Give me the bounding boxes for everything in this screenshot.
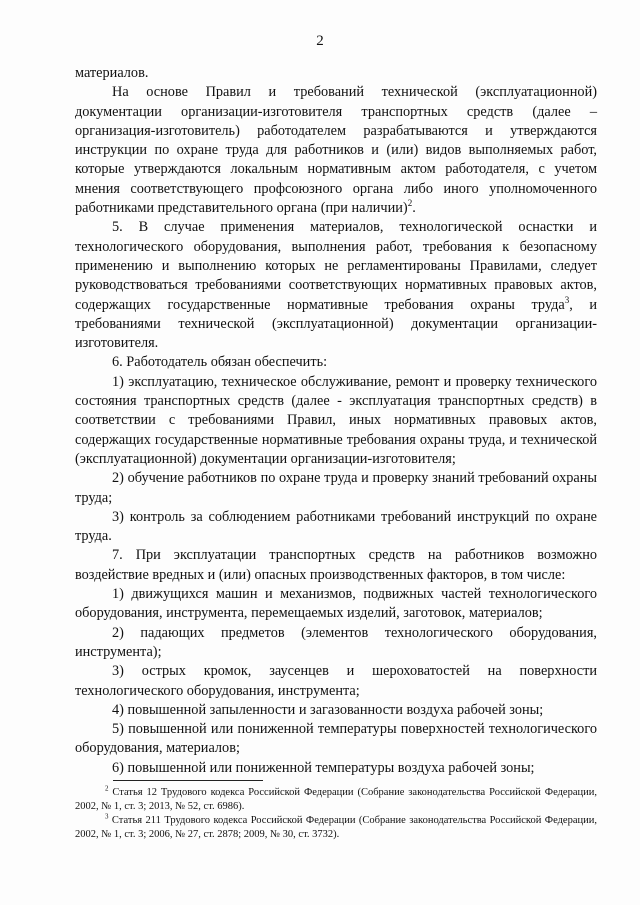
- footnote: $^3$ Статья 211 Трудового кодекса Российской Федерации (Собрание законодательства Российской Федерации, 2002, № 1, ст. 3; 2006, № 27, ст. 2878; 2009, № 30, ст. 3732).: [75, 812, 597, 840]
- list-item: 2) падающих предметов (элементов технологического оборудования, инструмента);: [75, 624, 597, 660]
- footnote-mark: 3: [105, 812, 109, 821]
- footnote: $^2$ Статья 12 Трудового кодекса Российской Федерации (Собрание законодательства Российской Федерации, 2002, № 1, ст. 3; 2013, № 52, ст. 6986).: [75, 784, 597, 812]
- paragraph: 6. Работодатель обязан обеспечить:: [112, 354, 328, 371]
- list-item: 6) повышенной или пониженной температуры воздуха рабочей зоны;: [112, 759, 535, 776]
- footnote-divider: [113, 780, 263, 781]
- page-number: 2: [316, 33, 324, 49]
- footnote-reference[interactable]: 3: [564, 294, 570, 305]
- footnote-reference[interactable]: 2: [407, 198, 413, 209]
- document-body: [75, 64, 597, 778]
- footnotes: [75, 786, 597, 842]
- list-item: 1) движущихся машин и механизмов, подвижных частей технологического оборудования, инструмента, перемещаемых изделий, заготовок, материалов;: [75, 586, 597, 622]
- list-item: 2) обучение работников по охране труда и проверку знаний требований охраны труда;: [75, 470, 597, 506]
- paragraph: материалов.: [75, 65, 149, 81]
- paragraph: На основе Правил и требований технической (эксплуатационной) документации организации-изготовителя транспортных средств (далее – организация-изготовитель) работодателем разрабатываются и утверждаются инструкции по охране труда для работников и (или) видов выполняемых работ, которые утверждаются локальным нормативным актом работодателя, с учетом мнения соответствующего профсоюзного органа либо иного уполномоченного работниками представительного органа (при наличии)$^2$.: [75, 84, 597, 217]
- paragraph: 5. В случае применения материалов, технологической оснастки и технологического оборудования, выполнения работ, требования к безопасному применению и выполнению которых не регламентированы Правилами, следует руководствоваться требованиями соответствующих нормативных правовых актов, содержащих государственные нормативные требования охраны труда$^3$, и требованиями технической (эксплуатационной) документации организации-изготовителя.: [75, 219, 597, 352]
- list-item: 4) повышенной запыленности и загазованности воздуха рабочей зоны;: [112, 701, 544, 718]
- list-item: 1) эксплуатацию, техническое обслуживание, ремонт и проверку технического состояния транспортных средств (далее - эксплуатация транспортных средств) в соответствии с требованиями Правил, иных нормативных правовых актов, содержащих государственные нормативные требования охраны труда, и технической (эксплуатационной) документации организации-изготовителя;: [75, 373, 597, 467]
- footnote-mark: 2: [105, 784, 109, 793]
- list-item: 3) контроль за соблюдением работниками требований инструкций по охране труда.: [75, 508, 597, 545]
- paragraph: 7. При эксплуатации транспортных средств на работников возможно воздействие вредных и (или) опасных производственных факторов, в том числе:: [75, 547, 597, 583]
- list-item: 5) повышенной или пониженной температуры поверхностей технологического оборудования, материалов;: [75, 721, 597, 757]
- list-item: 3) острых кромок, заусенцев и шероховатостей на поверхности технологического оборудования, инструмента;: [75, 663, 597, 699]
